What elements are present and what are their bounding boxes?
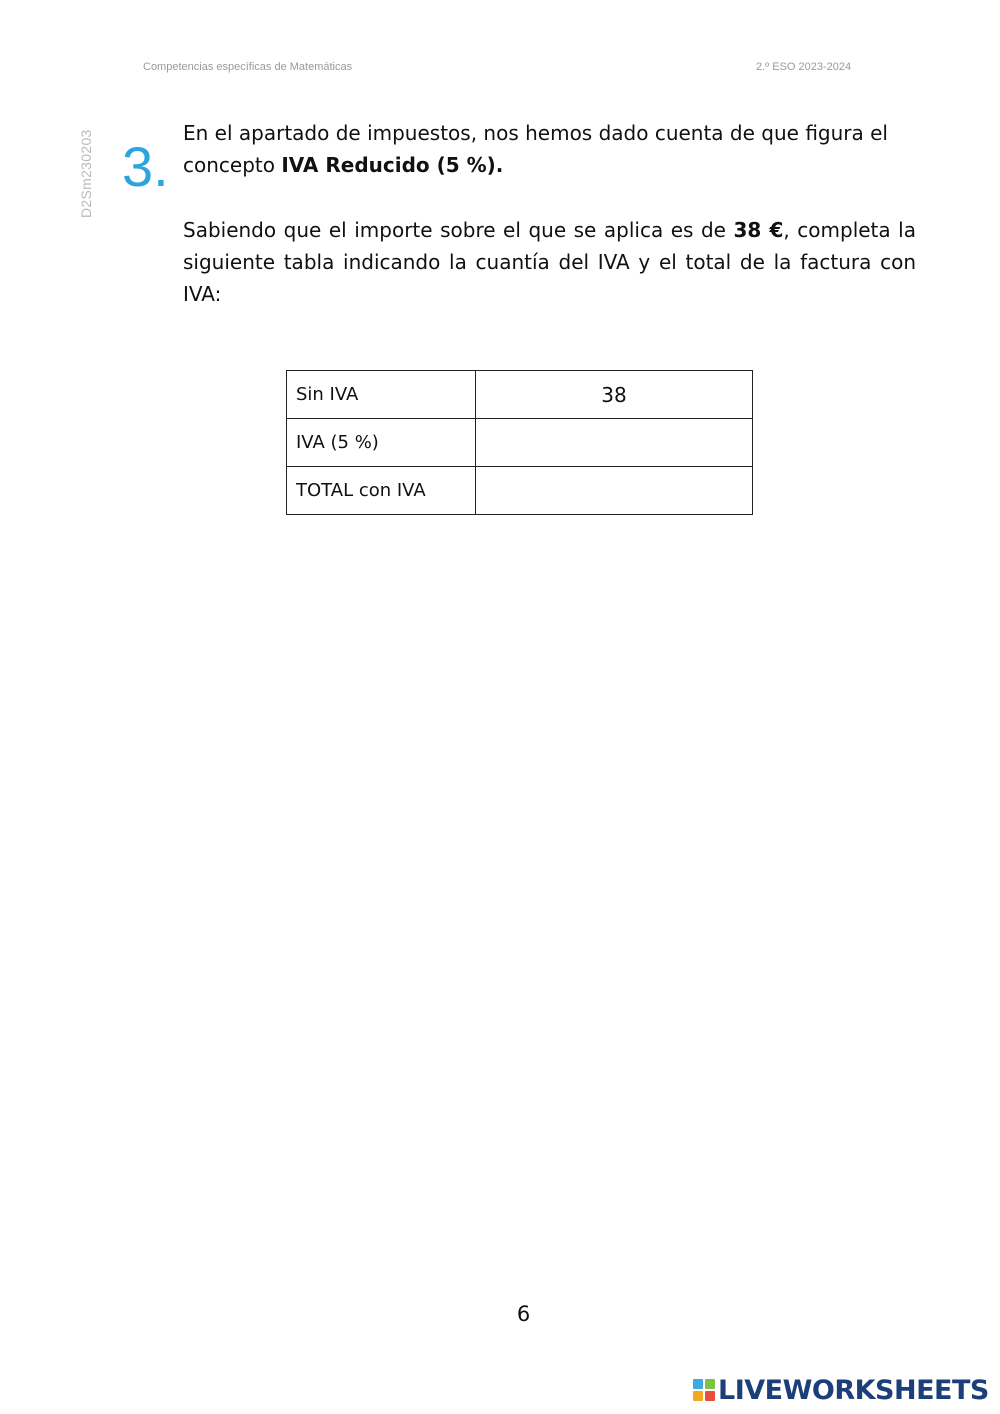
liveworksheets-logo (693, 1374, 989, 1406)
instructions-text-a: Sabiendo que el importe sobre el que se aplica es de (183, 218, 734, 242)
value-sin-iva: 38 (476, 371, 753, 419)
question-instructions (183, 214, 916, 310)
header-course: 2.º ESO 2023-2024 (756, 61, 852, 73)
instructions-bold-amount: 38 € (733, 218, 784, 242)
header-subject: Competencias específicas de Matemáticas (143, 61, 353, 73)
answer-field-iva[interactable] (476, 419, 753, 467)
question-number: 3. (122, 135, 169, 198)
table-row (287, 419, 753, 467)
table-row (287, 467, 753, 515)
intro-text: En el apartado de impuestos, nos hemos dado cuenta de que figura el concepto (183, 121, 888, 177)
row-label-sin-iva: Sin IVA (287, 371, 476, 419)
instructions-text-b: , completa la siguiente tabla indicando la cuantía del IVA y el total de la factura con IVA: (183, 218, 916, 306)
table-row (287, 371, 753, 419)
logo-square-icon (693, 1391, 703, 1401)
liveworksheets-logo-icon (693, 1379, 715, 1401)
logo-square-icon (705, 1379, 715, 1389)
intro-bold: IVA Reducido (5 %). (281, 153, 504, 177)
document-code: D2Sm230203 (78, 129, 94, 218)
logo-square-icon (705, 1391, 715, 1401)
row-label-iva: IVA (5 %) (287, 419, 476, 467)
logo-square-icon (693, 1379, 703, 1389)
iva-table (286, 370, 753, 515)
row-label-total: TOTAL con IVA (287, 467, 476, 515)
question-intro (183, 117, 916, 181)
page-number: 6 (516, 1302, 531, 1326)
answer-field-total[interactable] (476, 467, 753, 515)
liveworksheets-brand: LIVEWORKSHEETS (718, 1374, 989, 1406)
